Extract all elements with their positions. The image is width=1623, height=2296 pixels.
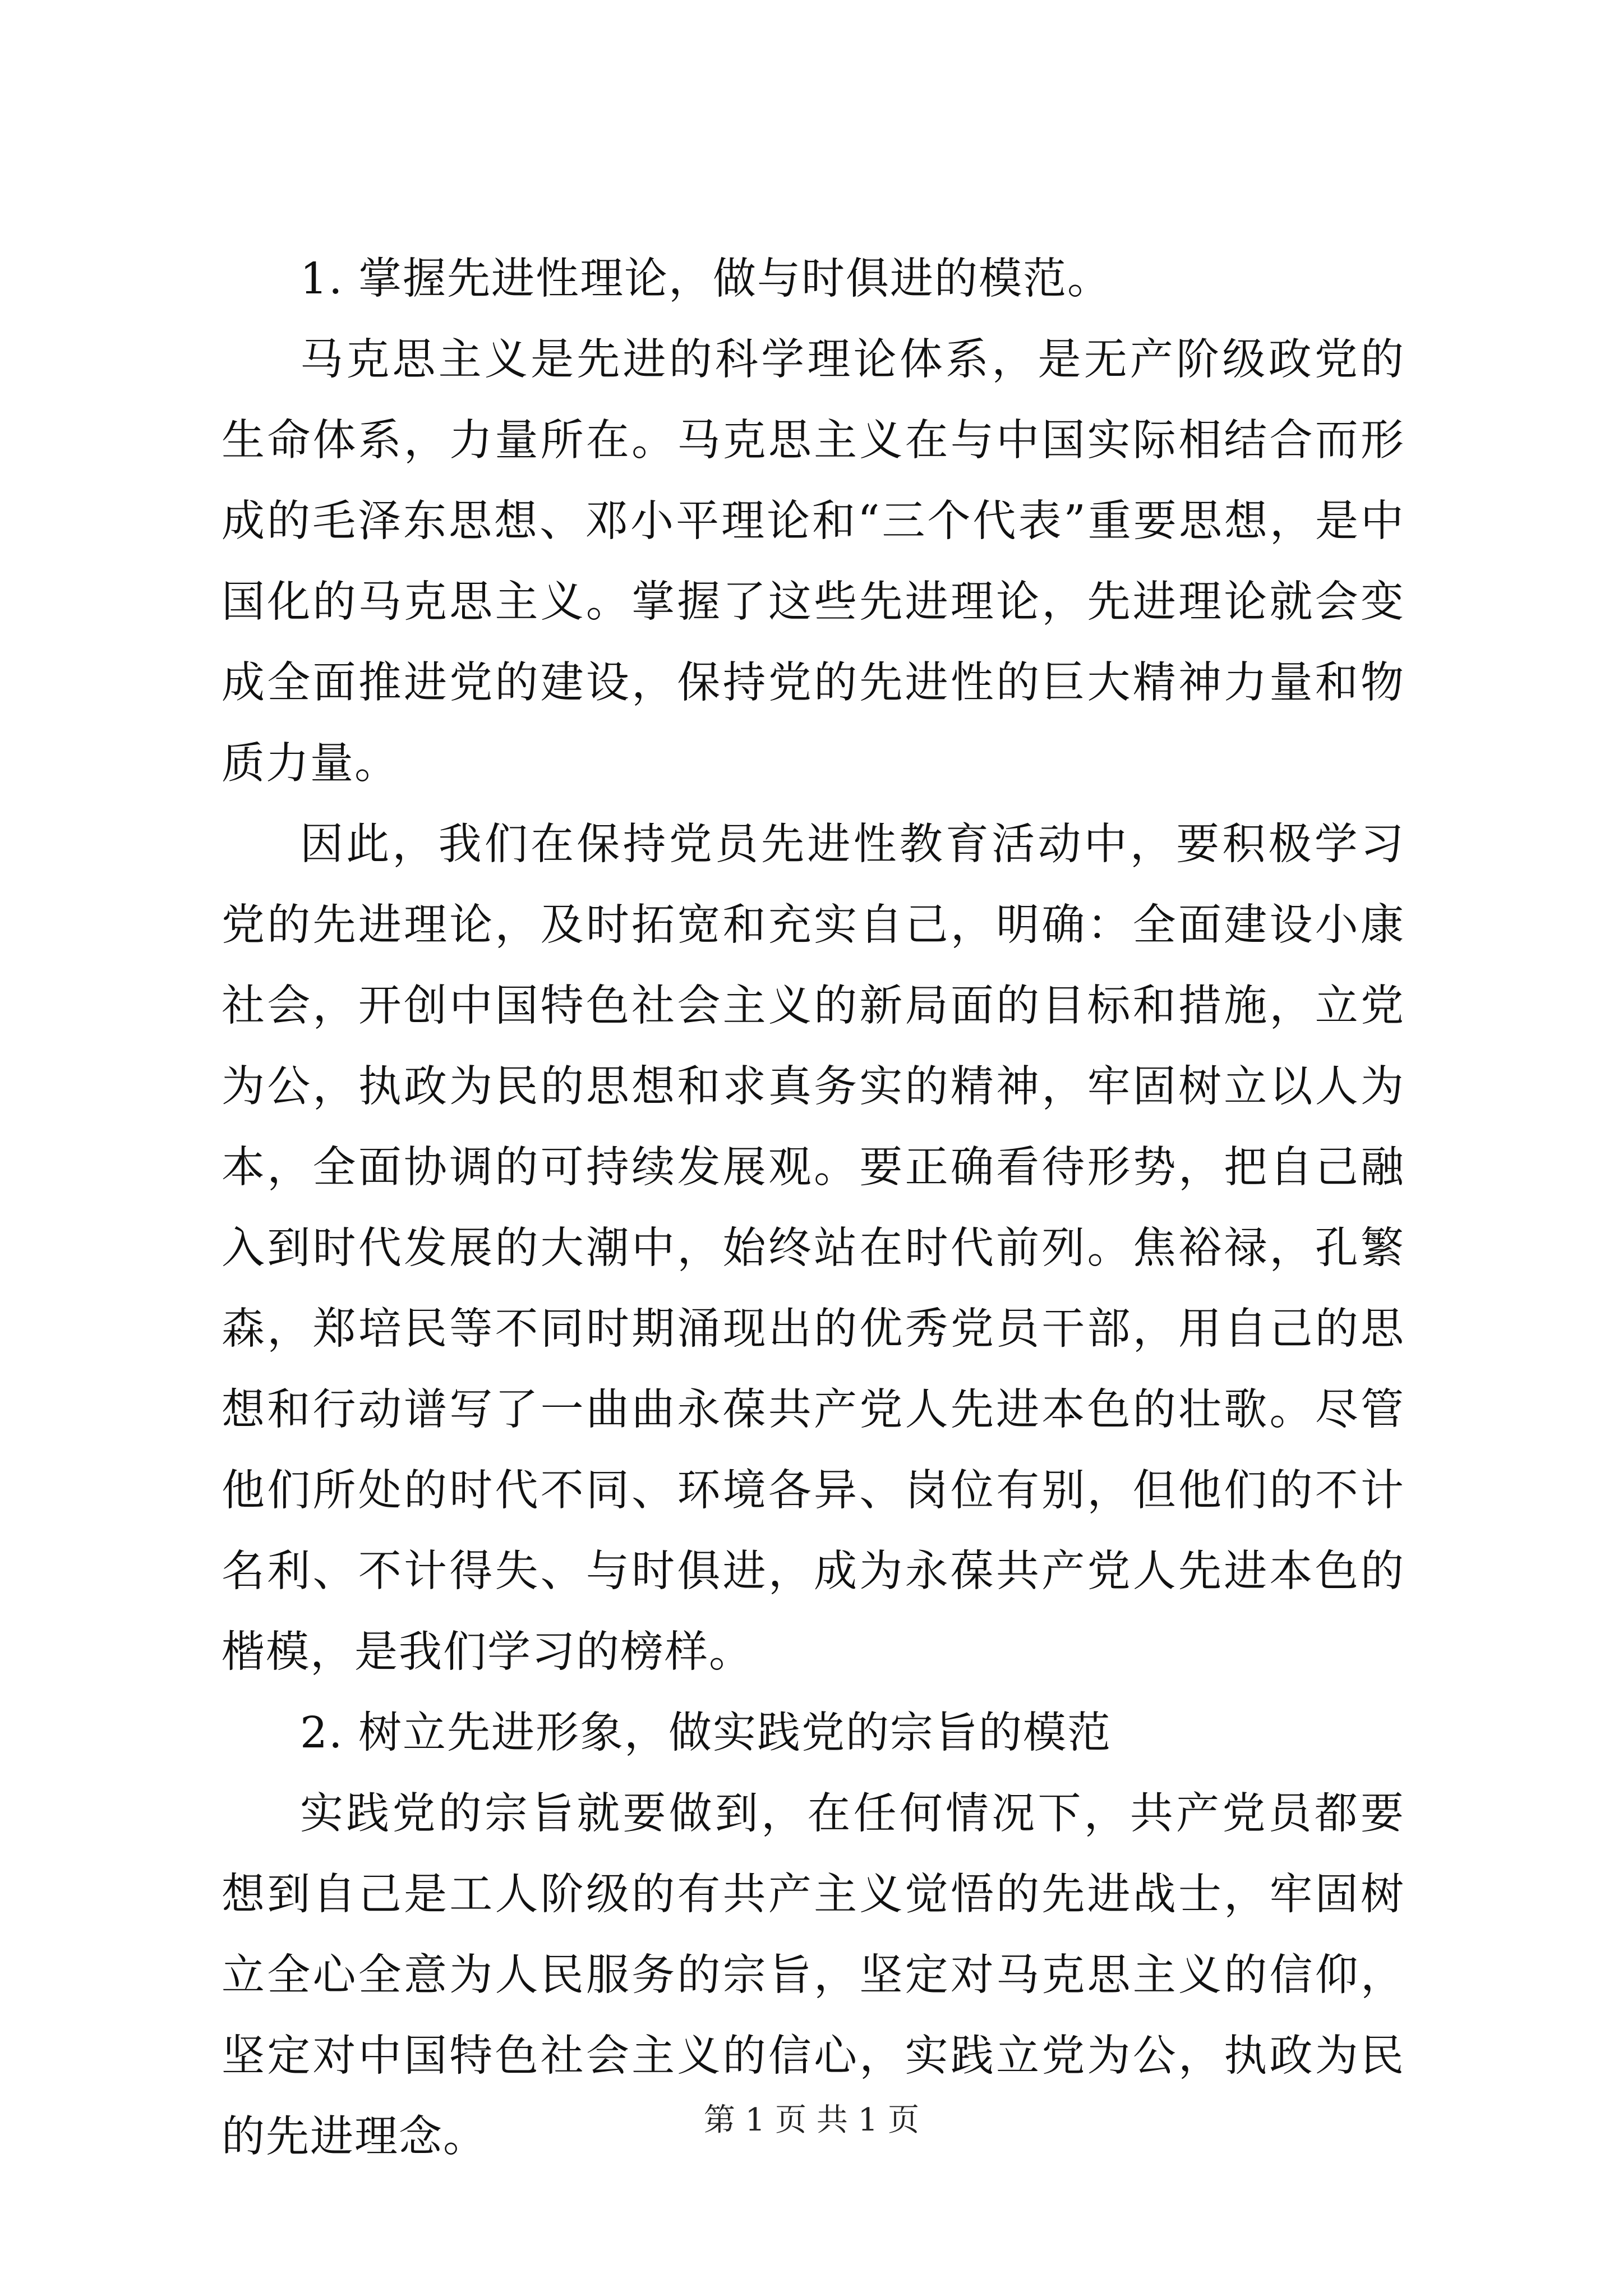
section-heading-2: 2. 树立先进形象，做实践党的宗旨的模范 [300, 1708, 1112, 1758]
section-heading-1: 1. 掌握先进性理论，做与时俱进的模范。 [300, 254, 1112, 304]
paragraph-learning-theory: 因此，我们在保持党员先进性教育活动中，要积极学习党的先进理论，及时拓宽和充实自己，明确：全面建设小康社会，开创中国特色社会主义的新局面的目标和措施，立党为公，执政为民的思想和求真务实的精神，牢固树立以人为本，全面协调的可持续发展观。要正确看待形势，把自己融入到时代发展的大潮中，始终站在时代前列。焦裕禄，孔繁森，郑培民等不同时期涌现出的优秀党员干部，用自己的思想和行动谱写了一曲曲永葆共产党人先进本色的壮歌。尽管他们所处的时代不同、环境各异、岗位有别，但他们的不计名利、不计得失、与时俱进，成为永葆共产党人先进本色的楷模，是我们学习的榜样。 [222, 820, 1405, 1677]
document-body [222, 239, 1405, 2178]
paragraph-marxism-theory: 马克思主义是先进的科学理论体系，是无产阶级政党的生命体系，力量所在。马克思主义在与中国实际相结合而形成的毛泽东思想、邓小平理论和“三个代表”重要思想，是中国化的马克思主义。掌握了这些先进理论，先进理论就会变成全面推进党的建设，保持党的先进性的巨大精神力量和物质力量。 [222, 335, 1405, 789]
page-footer: 第 1 页 共 1 页 [703, 2102, 920, 2138]
paragraph-practice-purpose: 实践党的宗旨就要做到，在任何情况下，共产党员都要想到自己是工人阶级的有共产主义觉悟的先进战士，牢固树立全心全意为人民服务的宗旨，坚定对马克思主义的信仰，坚定对中国特色社会主义的信心，实践立党为公，执政为民的先进理念。 [222, 1789, 1405, 2162]
